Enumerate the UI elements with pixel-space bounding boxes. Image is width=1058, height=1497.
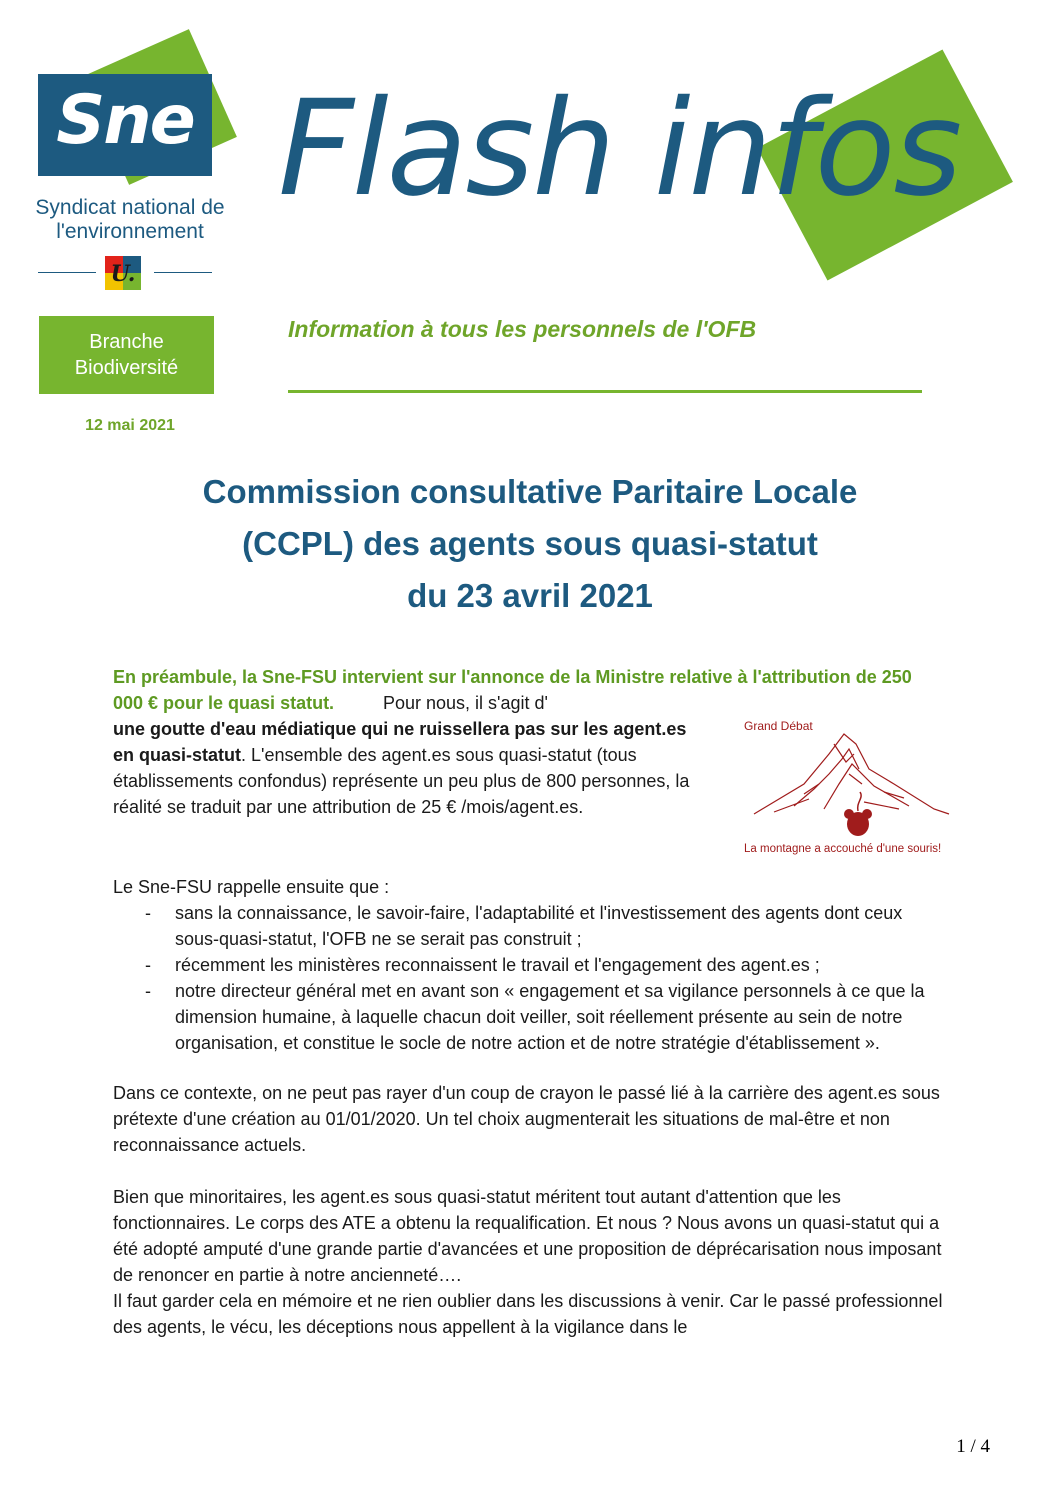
minority-paragraph: Bien que minoritaires, les agent.es sous quasi-statut méritent tout autant d'attention que les fonctionnaires. Le corps des ATE a obtenu la requalification. Et nous ? Nous avons un quasi-statut qui a été adopté amputé d'une grande partie d'avancées et une proposition de déprécarisation nous imposant de renoncer en partie à notre ancienneté…. — [113, 1187, 942, 1285]
logo-divider-right — [154, 272, 212, 273]
page-number: 1 / 4 — [956, 1436, 990, 1457]
logo-subtitle-line2: l'environnement — [56, 220, 204, 243]
intro-continuation — [383, 690, 683, 716]
list-item-text: notre directeur général met en avant son « engagement et sa vigilance personnels à ce que la dimension humaine, à laquelle chacun doit veiller, soit réellement présente au sein de notre organisation, et constitue le socle de notre action et de notre stratégie d'établissement ». — [175, 981, 925, 1053]
intro-body — [113, 716, 703, 820]
memory-paragraph: Il faut garder cela en mémoire et ne rien oublier dans les discussions à venir. Car le passé professionnel des agents, le vécu, les déceptions nous appellent à la vigilance dans le — [113, 1291, 943, 1337]
mouse-icon — [844, 792, 872, 836]
grand-debat-illustration — [734, 714, 966, 866]
context-paragraph: Dans ce contexte, on ne peut pas rayer d'un coup de crayon le passé lié à la carrière des agent.es sous prétexte d'une création au 01/01/2020. Un tel choix augmenterait les situations de mal-être et non reconnaissance actuels. — [113, 1083, 940, 1155]
logo-name: Sne — [56, 81, 194, 160]
list-item — [145, 978, 935, 1082]
logo-subtitle-line1: Syndicat national de — [35, 196, 225, 219]
list-intro: Le Sne-FSU rappelle ensuite que : — [113, 877, 390, 897]
image-caption-top: Grand Débat — [744, 719, 813, 733]
branch-line2: Biodiversité — [74, 357, 179, 379]
logo-divider-left — [38, 272, 96, 273]
mountain-icon — [754, 734, 949, 814]
list-dash: - — [145, 981, 151, 1001]
publication-date: 12 mai 2021 — [85, 417, 175, 434]
headline-line3: du 23 avril 2021 — [407, 577, 653, 614]
union-mark: U. — [110, 261, 136, 287]
intro-text1-visible: Pour nous, il s'agit d' — [383, 693, 548, 713]
intro-text2: . L'ensemble des agent.es sous quasi-statut (tous établissements confondus) représente un peu plus de 800 personnes, la réalité se traduit par une attribution de 25 € /mois/agent.es. — [113, 745, 690, 817]
list-item-text: sans la connaissance, le savoir-faire, l'adaptabilité et l'investissement des agents dont ceux sous-quasi-statut, l'OFB ne se serait pas construit ; — [175, 903, 903, 949]
list-dash: - — [145, 903, 151, 923]
intro-bold: une goutte d'eau médiatique qui ne ruissellera pas sur les agent.es en quasi-statut — [113, 719, 687, 765]
list-item — [145, 900, 935, 952]
headline-line1: Commission consultative Paritaire Locale — [202, 473, 858, 510]
page-title: Flash infos — [278, 72, 961, 226]
branch-badge — [39, 316, 214, 394]
image-caption-bottom: La montagne a accouché d'une souris! — [744, 843, 942, 855]
header-rule — [288, 390, 922, 393]
list-dash: - — [145, 955, 151, 975]
logo-subtitle — [30, 196, 230, 244]
intro-lead: En préambule, la Sne-FSU intervient sur l'annonce de la Ministre relative à l'attribution de 250 000 € pour le quasi statut. — [113, 667, 912, 713]
union-logo-icon — [103, 256, 143, 290]
branch-line1: Branche — [89, 331, 164, 353]
list-item-text: récemment les ministères reconnaissent le travail et l'engagement des agent.es ; — [175, 955, 820, 975]
list-item — [145, 952, 935, 978]
headline — [80, 466, 980, 622]
tagline: Information à tous les personnels de l'OFB — [288, 316, 757, 342]
headline-line2: (CCPL) des agents sous quasi-statut — [242, 525, 818, 562]
